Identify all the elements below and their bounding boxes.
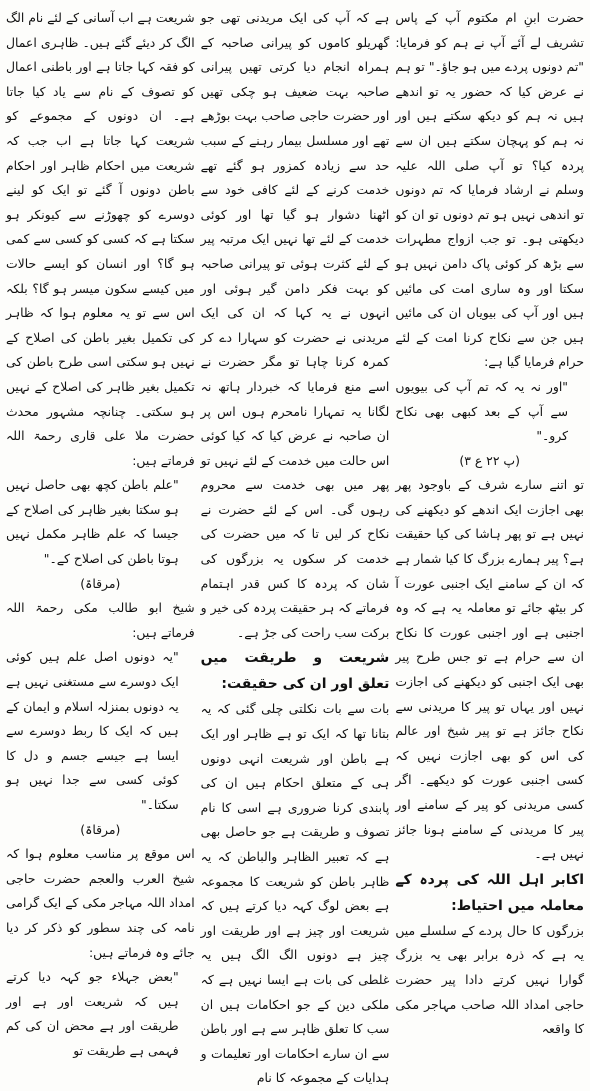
column-middle	[200, 6, 390, 1086]
body-paragraph: بزرگوں کا حال پردے کے سلسلے میں یہ ہے کہ ذرہ برابر بھی یہ بزرگ گوارا نہیں کرتے دادا پیر حضرت حاجی امداد اللہ صاحب مہاجر مکی کا واقعہ	[395, 922, 584, 1037]
body-paragraph: حضرت ابنِ ام مکتوم آپ کے پاس تشریف لے آئے آپ نے ہم کو فرمایا: "تم دونوں پردے میں ہو جاؤ۔" تو ہم نے عرض کیا کہ حضور یہ تو اندھے ہیں نہ ہم کو دیکھ سکتے ہیں اور نہ ہم کو پہچان سکتے ہیں ان سے پردہ کیا؟ تو آپ صلی اللہ علیہ وسلم نے ارشاد فرمایا کہ تم دونوں تو اندھی نہیں ہو تم دونوں تو ان کو دیکھتی ہو۔ تو جب ازواج مطہرات سے بڑھ کر کوئی پاک دامن نہیں ہو سکتا اور وہ ساری امت کی مائیں ہیں اور آپ کی بیویاں ان کی مائیں ہیں جن سے نکاح کرنا امت کے لئے حرام فرمایا گیا ہے:	[395, 10, 584, 370]
citation: (پ ۲۲ ع ۳)	[459, 452, 520, 468]
body-paragraph: شریعت ہے اب آسانی کے لئے نام الگ الگ کر دیئے گئے ہیں۔ ظاہری اعمال کو فقہ کہا جاتا ہے اور باطنی اعمال کو تصوف کے نام سے یاد کیا جاتا ہے۔ ان دونوں کے مجموعے کو شریعت کہا جاتا ہے اب جب کہ شریعت میں احکام ظاہر اور احکام باطن دونوں آ گئے تو ایک کو لینے دوسرے کو چھوڑنے سے کیونکر ہو سکتا ہے کہ کسی کو کسی سے کمی ہو گا؟ اور انسان کو ایسے حالات میں کیسے سکون میسر ہو گا؟ بلکہ اس سے تو یہ معلوم ہوا کہ ظاہر کی تکمیل بغیر باطن کی اصلاح کے نہیں ہو سکتی اسی طرح باطن کی تکمیل بغیر ظاہر کی اصلاح کے نہیں ہو سکتی۔ چنانچہ مشہور محدث حضرت ملا علی قاری رحمۃ اللہ فرماتے ہیں:	[5, 10, 195, 468]
quotation: "علم باطن کچھ بھی حاصل نہیں ہو سکتا بغیر ظاہر کی اصلاح کے جیسا کہ علم ظاہر مکمل نہیں ہوتا باطن کی اصلاح کے۔"	[5, 477, 179, 567]
body-paragraph: تو اتنے سارے شرف کے باوجود پھر بھی اجازت ایک اندھے کو دیکھنے کی نہیں ہے تو پھر ہاشا کی کیا حقیقت ہے؟ پیر ہمارے بزرگ کا کیا شمار ہے کہ ان کے سامنے ایک اجنبی عورت آ کر بیٹھ جائے تو معاملہ یہ ہے کہ وہ اجنبی ہے اور اجنبی عورت کا نکاح ان سے حرام ہے تو جس طرح پیر بھی ایک اجنبی کو دیکھنے کی اجازت نہیں اور یہاں تو پیر کا مریدنی سے نکاح جائز ہے تو پیر شیخ اور عالم کی اس کو بھی اجازت نہیں کہ کسی اجنبی عورت کو دیکھے۔ اگر کسی مریدنی کو پیر کے سامنے اور پیر کا مریدنی کے سامنے ہونا جائز نہیں ہے۔	[395, 477, 584, 862]
section-heading: اکابر اہل اللہ کی پردہ کے معاملہ میں احتیاط:	[395, 871, 584, 914]
quotation: "اور نہ یہ کہ تم آپ کی بیویوں سے آپ کے بعد کبھی بھی نکاح کرو۔"	[395, 378, 568, 444]
body-paragraph: بات سے بات نکلتی چلی گئی کہ یہ بتانا تھا کہ ایک تو ہے ظاہر اور ایک ہے باطن اور شریعت انہی دونوں ہی کے متعلق احکام ہیں ان کی پابندی کرنا ضروری ہے اسی کا نام تصوف و طریقت ہے جو حاصل بھی ہے کہ تعبیر الظاہر والباطن کہ یہ ظاہر باطن کو شریعت کا مجموعہ ہے بعض لوگ کہہ دیا کرتے ہیں کہ شریعت اور چیز ہے اور طریقت اور چیز ہے دونوں الگ الگ ہیں یہ غلطی کی بات ہے ایسا نہیں ہے کہ ملکی دین کے جو احکامات ہیں ان سب کا تعلق ظاہر سے ہے اور باطن سے ان سارے احکامات اور تعلیمات و ہدایات کے مجموعہ کا نام	[200, 701, 390, 1086]
quotation: "بعض جہلاء جو کہہ دیا کرتے ہیں کہ شریعت اور ہے اور طریقت اور ہے محض ان کی کم فہمی ہے طریقت تو	[5, 969, 179, 1058]
body-paragraph: اس موقع پر مناسب معلوم ہوا کہ شیخ العرب والعجم حضرت حاجی امداد اللہ مہاجر مکی کے ایک گرامی نامہ کی چند سطور کو ذکر کر دیا جائے وہ فرماتے ہیں:	[5, 846, 195, 960]
quotation: "یہ دونوں اصل علم ہیں کوئی ایک دوسرے سے مستغنی نہیں ہے یہ دونوں بمنزلہ اسلام و ایمان کے ہیں کہ ایک کا ربط دوسرے سے ایسا ہے جیسے جسم و دل کا کوئی کسی سے جدا نہیں ہو سکتا۔"	[5, 649, 179, 812]
column-right	[395, 6, 584, 1037]
body-paragraph: شیخ ابو طالب مکی رحمۃ اللہ فرماتے ہیں:	[5, 600, 195, 640]
body-paragraph: ہے کہ آپ کی ایک مریدنی تھی جو گھریلو کاموں کو پیرانی صاحبہ کے ہمراہ انجام دیا کرتی تھیں پیرانی صاحبہ بہت ضعیف ہو چکی تھیں اور حضرت حاجی صاحب بہت بوڑھے تھے اور مسلسل بیمار رہنے کے سبب حد سے زیادہ کمزور ہو گئے تھے خدمت کرنے کے لئے کافی خود سے اٹھنا دشوار ہو گیا تھا اور کوئی خدمت کے لئے تھا نہیں ایک مرتبہ پیر کے لئے کثرت ہوئی تو پیرانی صاحبہ کو بہت فکر دامن گیر ہوئی اور انہوں نے یہ کہا کہ ان کی ایک مریدنی نے حضرت کو سہارا دے کر کمرہ کرنا چاہا تو مگر حضرت نے اسے منع فرمایا کہ خبردار ہاتھ نہ لگانا یہ تمہارا نامحرم ہوں اس پر ان صاحبہ نے عرض کیا کہ کیا کوئی اس حالت میں خدمت کے لئے نہیں تو پھر میں بھی خدمت سے محروم رہوں گی۔ اس کے لئے حضرت نے نکاح کر لیں تا کہ میں حضرت کی خدمت کر سکوں یہ بزرگوں کی شان کہ پردہ کا کس قدر اہتمام فرماتے کہ ہر حقیقت پردہ کی خیر و برکت سب راحت کی جڑ ہے۔	[200, 10, 390, 640]
column-left	[5, 6, 195, 1058]
citation: (مرقاۃ)	[80, 821, 121, 837]
citation: (مرقاۃ)	[80, 575, 121, 591]
section-heading: شریعت و طریقت میں تعلق اور ان کی حقیقت:	[200, 650, 390, 693]
